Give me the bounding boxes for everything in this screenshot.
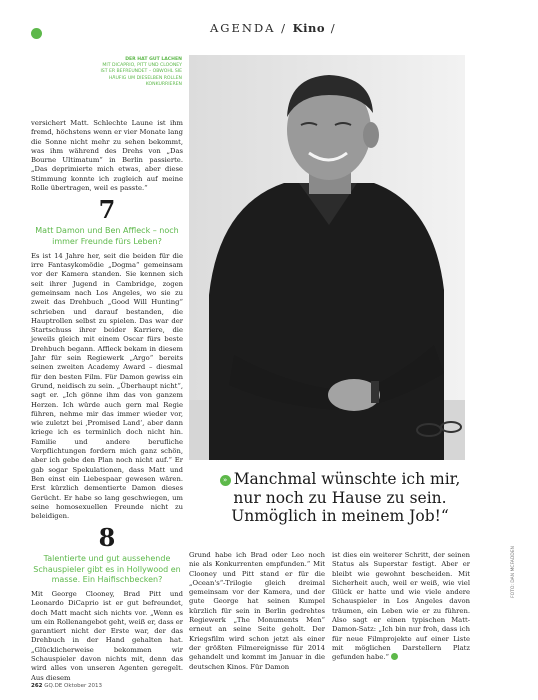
column-2 (189, 551, 325, 672)
subsection-label: Kino (292, 21, 326, 35)
question-heading: Talentierte und gut aussehende Schauspieler gibt es in Hollywood en masse. Ein Haifischbecken? (33, 554, 181, 584)
column-1 (31, 119, 183, 683)
photo-caption (96, 57, 182, 88)
body-paragraph: Es ist 14 Jahre her, seit die beiden für die irre Fantasykomödie „Dogma“ gemeinsam vor der Kamera standen. Sie kennen sich seit ihrer Jugend in Cambridge, zogen gemeinsam nach Los Angeles, wo sie zu zweit das Drehbuch „Good Will Hunting“ schrieben und darauf bestanden, die Hauptrollen selbst zu spielen. Das war der Startschuss ihrer beider Karriere, die jeweils gleich mit einem Oscar fürs beste Drehbuch begann. Affleck bekam in diesem Jahr für sein Regiewerk „Argo“ bereits seinen zweiten Academy Award – diesmal für den besten Film. Für Damon gewiss ein Grund, neidisch zu sein. „Überhaupt nicht“, sagt er. „Ich gönne ihm das von ganzem Herzen. Ich würde auch gern mal Regie führen, nehme mir das immer wieder vor, wie zuletzt bei ‚Promised Land‘, aber dann kriege ich es terminlich doch nicht hin. Familie und andere berufliche Verpflichtungen fordern mich ganz schön, aber ich gebe den Plan noch nicht auf.“ Er gab sogar Spekulationen, dass Matt und Ben einst ein Liebespaar gewesen wären. Erst kürzlich dementierte Damon dieses Gerücht. Er habe so lang geschwiegen, um seine homosexuellen Freunde nicht zu beleidigen. (31, 251, 183, 521)
header-separator: / (281, 21, 288, 35)
section-marker-dot (31, 28, 42, 39)
body-paragraph: Mit George Clooney, Brad Pitt und Leonardo DiCaprio ist er gut befreundet, doch Matt macht sich nichts vor. „Wenn es um ein Rollenangebot geht, weiß er, dass er garantiert nicht der Erste war, der das Drehbuch in der Hand gehalten hat. „Glücklicherweise bekommen wir Schauspieler davon nichts mit, denn das wird alles von unseren Agenten geregelt. Aus diesem (31, 590, 183, 682)
body-paragraph (332, 551, 470, 663)
end-mark-icon (391, 653, 398, 660)
pull-quote-text-1: Manchmal wünschte ich mir, (233, 470, 461, 488)
page-number: 262 (31, 683, 43, 689)
body-paragraph: versichert Matt. Schlechte Laune ist ihm fremd, höchstens wenn er vier Monate lang die Sonne nicht mehr zu sehen bekommt, was ihm während des Drehs von „Das Bourne Ultimatum“ in Berlin passierte. „Das deprimierte mich etwas, aber diese Stimmung konnte ich zugleich auf meine Rolle übertragen, weil es passte.“ (31, 119, 183, 193)
photo-credit: FOTO: DAN MCFADDEN (511, 546, 516, 598)
portrait-photo (189, 55, 465, 460)
body-paragraph: Grund habe ich Brad oder Leo noch nie als Konkurrenten empfunden.“ Mit Clooney und Pitt stand er für die „Ocean's“-Trilogie gleich dreimal gemeinsam vor der Kamera, und der gute George hat seinen Kumpel kürzlich für sein in Berlin gedrehtes Regiewerk „The Monuments Men“ erneut an seine Seite geholt. Der Kriegsfilm wird schon jetzt als einer der größten Filmereignisse für 2014 gehandelt und kommt im Januar in die deutschen Kinos. Für Damon (189, 551, 325, 671)
pull-quote-line (210, 470, 470, 489)
section-label: AGENDA (210, 21, 276, 35)
page-footer (31, 683, 102, 689)
issue-date: Oktober 2013 (64, 683, 102, 689)
pull-quote (210, 470, 470, 526)
caption-text: MIT DICAPRIO, PITT UND CLOONEY IST ER BEFREUNDET – OBWOHL SIE HÄUFIG UM DIESELBEN ROLLEN KONKURRIEREN (100, 63, 182, 87)
question-heading: Matt Damon und Ben Affleck – noch immer Freunde fürs Leben? (35, 226, 179, 246)
quote-mark-icon: » (220, 475, 231, 486)
question-number: 8 (98, 523, 116, 553)
column-3 (332, 551, 470, 663)
pull-quote-text-3: Unmöglich in meinem Job!“ (231, 507, 449, 525)
magazine-name: GQ.DE (44, 683, 63, 689)
pull-quote-text-2: nur noch zu Hause zu sein. (233, 488, 447, 507)
running-head (210, 21, 337, 35)
portrait-illustration (189, 55, 465, 460)
caption-title: DER HAT GUT LACHEN (125, 57, 182, 62)
body-text: ist dies ein weiterer Schritt, der seinen Status als Superstar festigt. Aber er bleibt wie gewohnt bescheiden. Mit Sicherheit auch, weil er weiß, wie viel Glück er hatte und wie viele andere Schauspieler in Los Angeles davon träumen, ein Leben wie er zu führen. Also sagt er einen typischen Matt-Damon-Satz: „Ich bin nur froh, dass ich für neue Filmprojekte auf einer Liste mit möglichen Darstellern Platz gefunden habe.“ (332, 551, 470, 662)
question-number: 7 (98, 195, 116, 225)
header-trailing: / (330, 21, 337, 35)
